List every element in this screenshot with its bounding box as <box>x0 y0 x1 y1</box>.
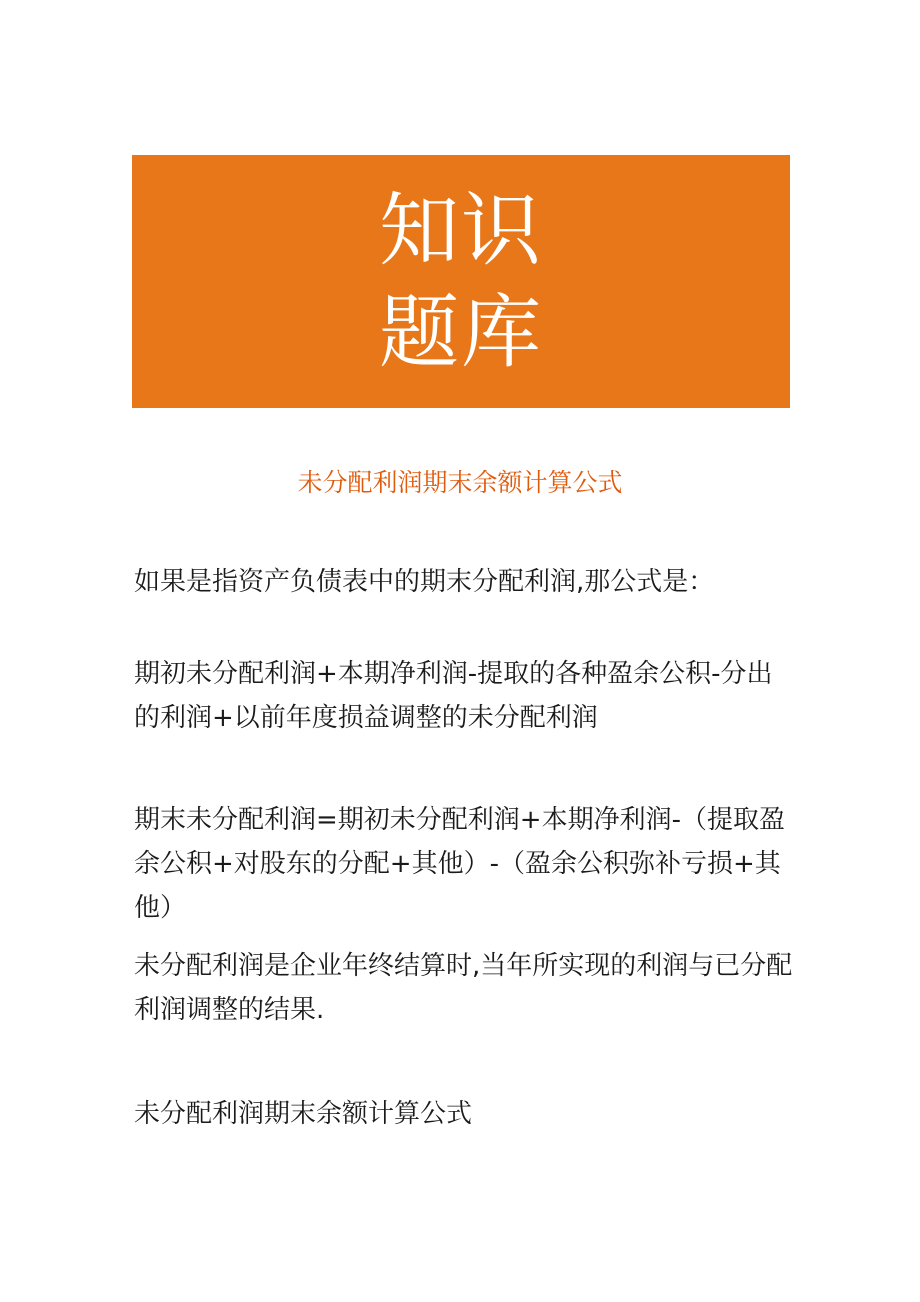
banner-title-line-2: 题库 <box>379 285 543 379</box>
paragraph-balance-sheet-intro: 如果是指资产负债表中的期末分配利润,那公式是： <box>134 567 715 597</box>
paragraph-closing-title: 未分配利润期末余额计算公式 <box>134 1099 473 1129</box>
title-banner <box>132 155 790 408</box>
document-heading: 未分配利润期末余额计算公式 <box>297 468 623 497</box>
banner-title-line-1: 知识 <box>379 183 543 277</box>
paragraph-formula-one: 期初未分配利润+本期净利润-提取的各种盈余公积-分出的利润+以前年度损益调整的未分配利润 <box>134 659 773 733</box>
paragraph-formula-two: 期末未分配利润=期初未分配利润+本期净利润-（提取盈余公积+对股东的分配+其他）-（盈余公积弥补亏损+其他） <box>134 805 785 923</box>
paragraph-definition: 未分配利润是企业年终结算时,当年所实现的利润与已分配利润调整的结果. <box>134 951 793 1025</box>
